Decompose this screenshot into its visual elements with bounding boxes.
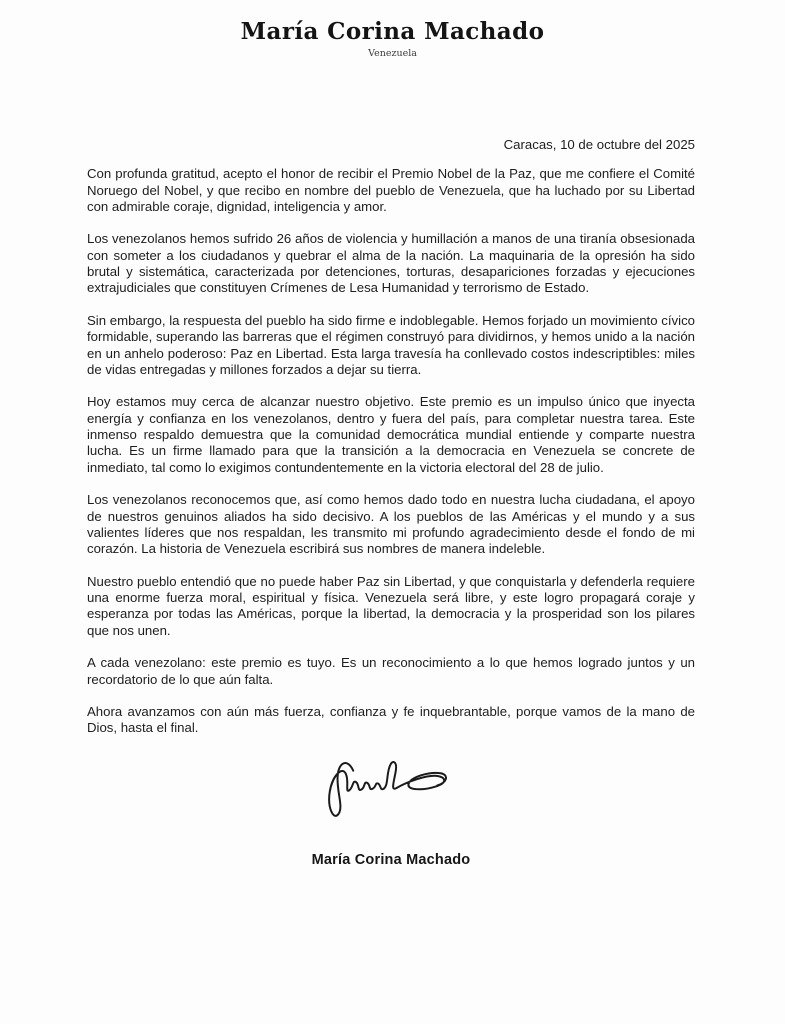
letter-paragraph-7: A cada venezolano: este premio es tuyo. Es un reconocimiento a lo que hemos logrado juntos y un recordatorio de lo que aún falta. <box>87 655 695 687</box>
letter-body <box>0 137 785 868</box>
letterhead-name: María Corina Machado <box>240 18 545 45</box>
dateline: Caracas, 10 de octubre del 2025 <box>503 137 695 152</box>
letter-paragraph-2: Los venezolanos hemos sufrido 26 años de violencia y humillación a manos de una tiranía obsesionada con someter a los ciudadanos y quebrar el alma de la nación. La maquinaria de la opresión ha sido brutal y sistemática, caracterizada por detenciones, torturas, desapariciones forzadas y ejecuciones extrajudiciales que constituyen Crímenes de Lesa Humanidad y terrorismo de Estado. <box>87 231 695 296</box>
letterhead <box>0 0 785 59</box>
letter-paragraph-3: Sin embargo, la respuesta del pueblo ha sido firme e indoblegable. Hemos forjado un movimiento cívico formidable, superando las barreras que el régimen construyó para dividirnos, y hemos unido a la nación en un anhelo poderoso: Paz en Libertad. Esta larga travesía ha conllevado costos indescriptibles: miles de vidas entregadas y millones forzados a dejar su tierra. <box>87 312 695 377</box>
handwritten-signature-icon <box>322 753 452 823</box>
letter-paragraph-6: Nuestro pueblo entendió que no puede haber Paz sin Libertad, y que conquistarla y defenderla requiere una enorme fuerza moral, espiritual y física. Venezuela será libre, y este logro propagará coraje y esperanza por todas las Américas, porque la libertad, la democracia y la prosperidad son los pilares que nos unen. <box>87 573 695 638</box>
signature-block <box>87 753 695 868</box>
letter-paragraph-8: Ahora avanzamos con aún más fuerza, confianza y fe inquebrantable, porque vamos de la mano de Dios, hasta el final. <box>87 704 695 736</box>
letter-paragraph-5: Los venezolanos reconocemos que, así como hemos dado todo en nuestra lucha ciudadana, el apoyo de nuestros genuinos aliados ha sido decisivo. A los pueblos de las Américas y el mundo y a sus valientes líderes que nos respaldan, les transmito mi profundo agradecimiento desde el fondo de mi corazón. La historia de Venezuela escribirá sus nombres de manera indeleble. <box>87 492 695 557</box>
letterhead-country: Venezuela <box>368 48 417 59</box>
signer-name: María Corina Machado <box>311 851 471 868</box>
letter-paragraph-4: Hoy estamos muy cerca de alcanzar nuestro objetivo. Este premio es un impulso único que inyecta energía y confianza en los venezolanos, dentro y fuera del país, para completar nuestra tarea. Este inmenso respaldo demuestra que la comunidad democrática mundial entiende y comparte nuestra lucha. Es un firme llamado para que la transición a la democracia en Venezuela se concrete de inmediato, tal como lo exigimos contundentemente en la victoria electoral del 28 de julio. <box>87 394 695 475</box>
letter-paragraph-1: Con profunda gratitud, acepto el honor de recibir el Premio Nobel de la Paz, que me confiere el Comité Noruego del Nobel, y que recibo en nombre del pueblo de Venezuela, que ha luchado por su Libertad con admirable coraje, dignidad, inteligencia y amor. <box>87 166 695 214</box>
